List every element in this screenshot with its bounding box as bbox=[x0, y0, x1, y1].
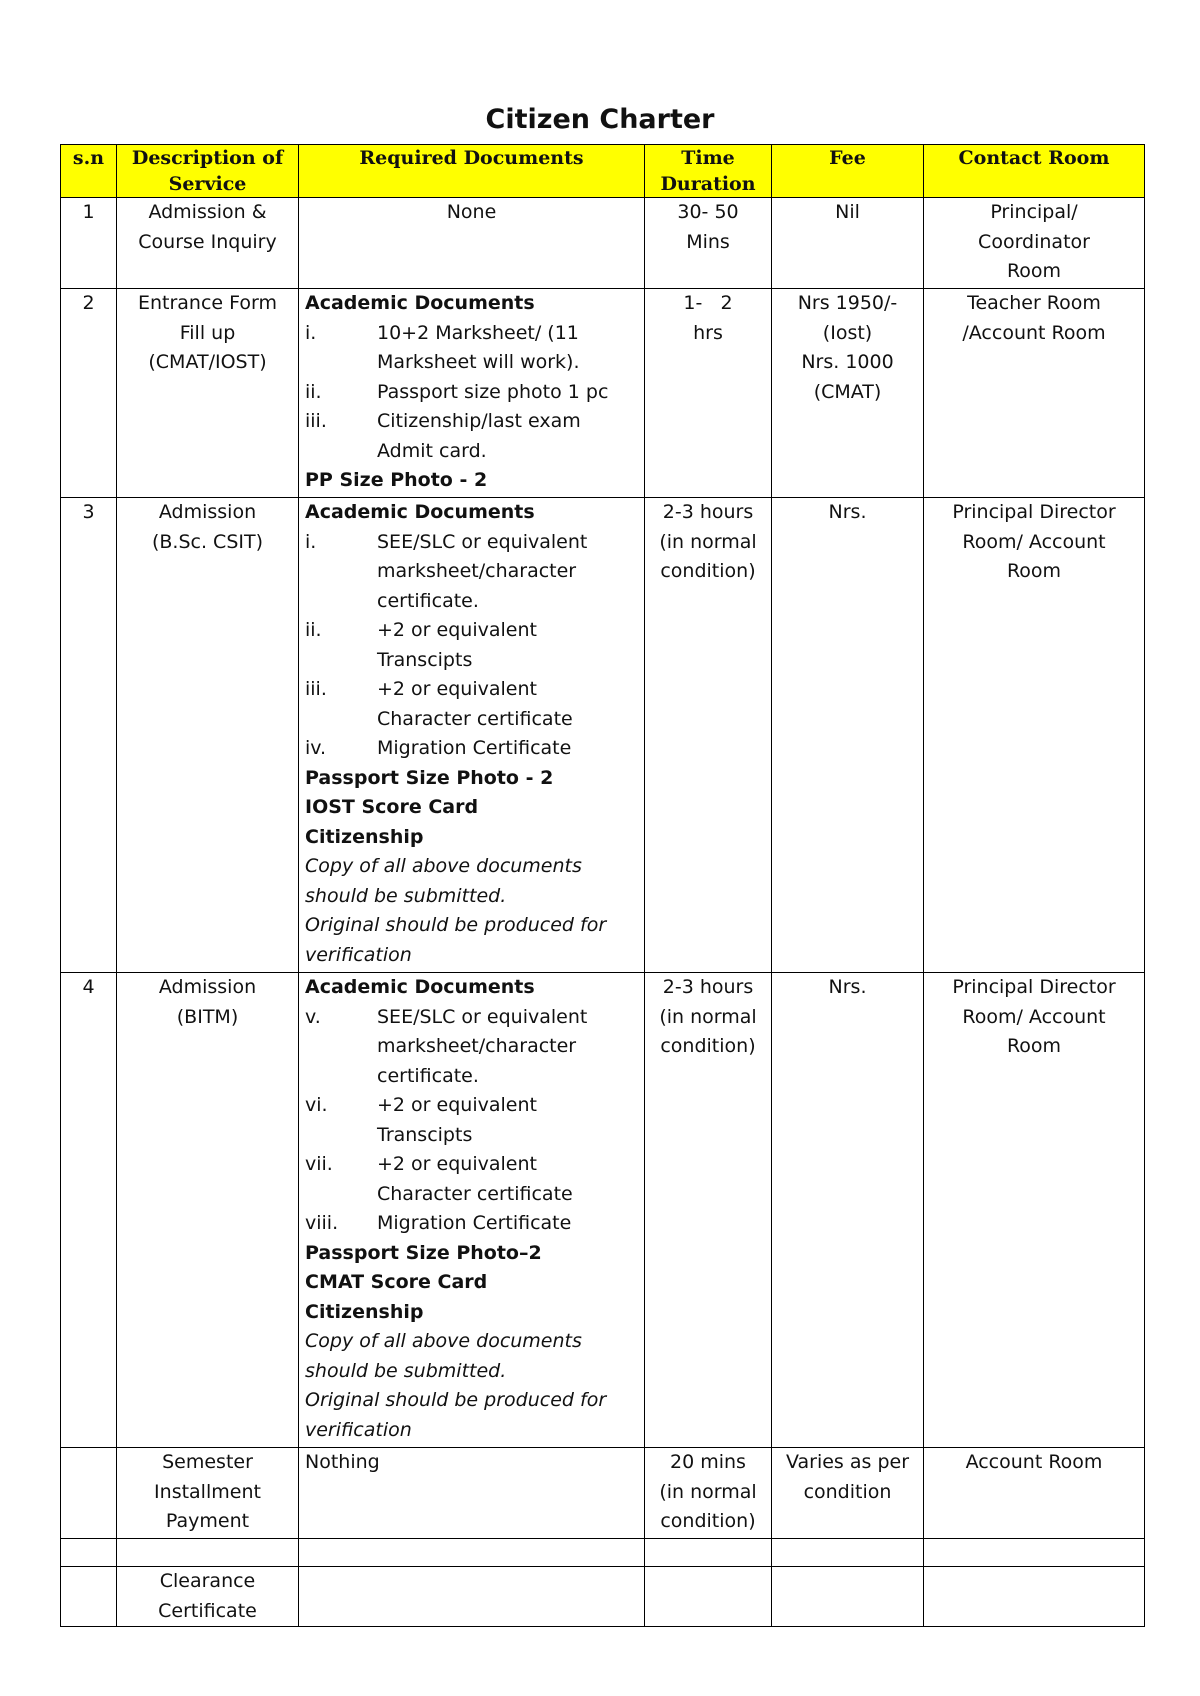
line: Transcipts bbox=[377, 1123, 473, 1146]
cell-service bbox=[117, 973, 299, 1448]
doc-item-number: viii. bbox=[305, 1212, 339, 1234]
line: Room/ Account bbox=[962, 530, 1106, 553]
docs-extra: CMAT Score Card bbox=[305, 1271, 488, 1293]
table-row bbox=[61, 1448, 1145, 1539]
cell-fee bbox=[772, 1448, 924, 1539]
line: Mins bbox=[686, 230, 730, 253]
table-row bbox=[61, 1567, 1145, 1627]
line: Nil bbox=[835, 201, 860, 223]
doc-item-number: vii. bbox=[305, 1153, 333, 1175]
cell-sn: 2 bbox=[61, 289, 117, 498]
header-contact: Contact Room bbox=[924, 145, 1145, 198]
docs-note: should be submitted. bbox=[305, 884, 507, 907]
table-row bbox=[61, 973, 1145, 1448]
table-row bbox=[61, 498, 1145, 973]
line: marksheet/character bbox=[377, 1035, 577, 1057]
line: 2-3 hours bbox=[662, 501, 754, 523]
line: Admit card. bbox=[377, 439, 487, 462]
doc-item-number: i. bbox=[305, 530, 317, 553]
cell-documents: Nothing bbox=[299, 1448, 645, 1539]
line: Character certificate bbox=[377, 1182, 573, 1205]
cell-time bbox=[645, 973, 772, 1448]
line: (in normal bbox=[659, 530, 757, 553]
cell-contact bbox=[924, 1539, 1145, 1567]
cell-service bbox=[117, 198, 299, 289]
docs-extra: Passport Size Photo - 2 bbox=[305, 766, 554, 789]
doc-item bbox=[305, 616, 638, 675]
cell-documents bbox=[299, 498, 645, 973]
line: Payment bbox=[165, 1510, 250, 1532]
docs-heading: Academic Documents bbox=[305, 976, 535, 998]
line: Transcipts bbox=[377, 648, 473, 671]
cell-time bbox=[645, 1567, 772, 1627]
line: +2 or equivalent bbox=[377, 1153, 537, 1175]
doc-item bbox=[305, 1003, 638, 1092]
cell-sn bbox=[61, 1448, 117, 1539]
docs-extra: PP Size Photo - 2 bbox=[305, 469, 488, 491]
docs-note: verification bbox=[305, 943, 412, 966]
docs-heading: Academic Documents bbox=[305, 501, 535, 523]
doc-item-number: iii. bbox=[305, 678, 327, 700]
line: 2-3 hours bbox=[662, 976, 754, 998]
cell-time bbox=[645, 498, 772, 973]
line: Migration Certificate bbox=[377, 737, 572, 759]
line: (in normal bbox=[659, 1480, 757, 1503]
line: 10+2 Marksheet/ (11 bbox=[377, 321, 579, 344]
line: (CMAT/IOST) bbox=[148, 351, 267, 373]
cell-documents: None bbox=[299, 198, 645, 289]
header-sn: s.n bbox=[61, 145, 117, 198]
line: /Account Room bbox=[962, 321, 1106, 344]
doc-item-number: i. bbox=[305, 321, 317, 344]
line: Installment bbox=[154, 1480, 261, 1503]
cell-fee bbox=[772, 289, 924, 498]
line: 30- 50 bbox=[677, 201, 739, 223]
cell-sn: 3 bbox=[61, 498, 117, 973]
doc-item bbox=[305, 675, 638, 734]
cell-sn bbox=[61, 1567, 117, 1627]
line: (CMAT) bbox=[813, 380, 882, 403]
cell-contact bbox=[924, 973, 1145, 1448]
line: Course Inquiry bbox=[138, 230, 277, 253]
line: Citizenship/last exam bbox=[377, 410, 581, 432]
docs-extra: Passport Size Photo–2 bbox=[305, 1241, 542, 1264]
line: (Iost) bbox=[822, 321, 873, 344]
line: Character certificate bbox=[377, 707, 573, 730]
doc-item-number: ii. bbox=[305, 380, 322, 403]
line: Room/ Account bbox=[962, 1005, 1106, 1028]
header-row bbox=[61, 145, 1145, 198]
cell-contact bbox=[924, 198, 1145, 289]
cell-service bbox=[117, 1567, 299, 1627]
header-documents: Required Documents bbox=[299, 145, 645, 198]
line: Principal Director bbox=[952, 501, 1116, 523]
cell-time bbox=[645, 1539, 772, 1567]
docs-heading: Academic Documents bbox=[305, 292, 535, 314]
docs-note: Copy of all above documents bbox=[305, 1330, 582, 1352]
line: +2 or equivalent bbox=[377, 619, 537, 641]
line: Room bbox=[1006, 1035, 1062, 1057]
cell-fee bbox=[772, 973, 924, 1448]
line: Marksheet will work). bbox=[377, 351, 580, 373]
line: Admission & bbox=[148, 201, 267, 223]
line: Clearance bbox=[159, 1570, 256, 1592]
line: Admission bbox=[158, 501, 257, 523]
doc-item-number: ii. bbox=[305, 619, 322, 641]
doc-item-number: vi. bbox=[305, 1094, 328, 1116]
line: Entrance Form bbox=[137, 292, 278, 314]
docs-note: Original should be produced for bbox=[305, 1389, 607, 1411]
cell-fee bbox=[772, 1539, 924, 1567]
line: 20 mins bbox=[670, 1451, 746, 1473]
table-row bbox=[61, 1539, 1145, 1567]
line: Nrs 1950/- bbox=[797, 292, 898, 314]
cell-contact bbox=[924, 1448, 1145, 1539]
line: marksheet/character bbox=[377, 560, 577, 582]
line: certificate. bbox=[377, 589, 479, 612]
cell-service bbox=[117, 498, 299, 973]
docs-note: should be submitted. bbox=[305, 1359, 507, 1382]
line: (in normal bbox=[659, 1005, 757, 1028]
line: certificate. bbox=[377, 1064, 479, 1087]
doc-item-number: v. bbox=[305, 1005, 321, 1028]
cell-service bbox=[117, 289, 299, 498]
line: Admission bbox=[158, 976, 257, 998]
cell-contact bbox=[924, 498, 1145, 973]
docs-extra: IOST Score Card bbox=[305, 796, 479, 818]
line: Principal/ bbox=[990, 201, 1078, 223]
doc-item bbox=[305, 528, 638, 617]
line: Migration Certificate bbox=[377, 1212, 572, 1234]
line: Nrs. bbox=[828, 501, 867, 523]
header-fee: Fee bbox=[772, 145, 924, 198]
line: Account Room bbox=[965, 1451, 1103, 1473]
docs-note: Copy of all above documents bbox=[305, 855, 582, 877]
line: Teacher Room bbox=[967, 292, 1101, 314]
cell-service bbox=[117, 1448, 299, 1539]
doc-item bbox=[305, 407, 638, 466]
line: Nrs. bbox=[828, 976, 867, 998]
line: Semester bbox=[162, 1451, 253, 1473]
line: Room bbox=[1006, 560, 1062, 582]
line: condition bbox=[803, 1480, 892, 1503]
cell-fee bbox=[772, 198, 924, 289]
cell-sn: 4 bbox=[61, 973, 117, 1448]
line: condition) bbox=[660, 560, 756, 582]
header-time: Time Duration bbox=[645, 145, 772, 198]
docs-extra: Citizenship bbox=[305, 1300, 424, 1323]
line: (BITM) bbox=[176, 1005, 239, 1028]
cell-sn bbox=[61, 1539, 117, 1567]
line: Coordinator bbox=[978, 230, 1090, 253]
line: 1- 2 bbox=[683, 292, 733, 314]
cell-documents bbox=[299, 973, 645, 1448]
line: hrs bbox=[693, 321, 723, 344]
doc-item bbox=[305, 378, 638, 408]
cell-service bbox=[117, 1539, 299, 1567]
line: Nrs. 1000 bbox=[801, 351, 894, 373]
doc-item bbox=[305, 319, 638, 378]
line: +2 or equivalent bbox=[377, 1094, 537, 1116]
line: condition) bbox=[660, 1035, 756, 1057]
line: condition) bbox=[660, 1510, 756, 1532]
cell-contact bbox=[924, 289, 1145, 498]
citizen-charter-table bbox=[60, 144, 1145, 1627]
cell-time bbox=[645, 1448, 772, 1539]
docs-extra: Citizenship bbox=[305, 825, 424, 848]
cell-documents bbox=[299, 1539, 645, 1567]
table-row bbox=[61, 198, 1145, 289]
line: SEE/SLC or equivalent bbox=[377, 1005, 588, 1028]
line: Certificate bbox=[158, 1599, 257, 1622]
cell-fee bbox=[772, 1567, 924, 1627]
cell-contact bbox=[924, 1567, 1145, 1627]
line: SEE/SLC or equivalent bbox=[377, 530, 588, 553]
line: (B.Sc. CSIT) bbox=[151, 530, 264, 553]
line: Varies as per bbox=[785, 1451, 910, 1473]
cell-fee bbox=[772, 498, 924, 973]
doc-item-number: iii. bbox=[305, 410, 327, 432]
doc-item bbox=[305, 1150, 638, 1209]
cell-sn: 1 bbox=[61, 198, 117, 289]
docs-note: Original should be produced for bbox=[305, 914, 607, 936]
cell-documents bbox=[299, 289, 645, 498]
cell-documents bbox=[299, 1567, 645, 1627]
doc-item bbox=[305, 1091, 638, 1150]
line: +2 or equivalent bbox=[377, 678, 537, 700]
page-title: Citizen Charter bbox=[485, 104, 715, 135]
line: Principal Director bbox=[952, 976, 1116, 998]
doc-item bbox=[305, 734, 638, 764]
doc-item-number: iv. bbox=[305, 737, 327, 759]
cell-time bbox=[645, 198, 772, 289]
cell-time bbox=[645, 289, 772, 498]
doc-item bbox=[305, 1209, 638, 1239]
docs-note: verification bbox=[305, 1418, 412, 1441]
line: Fill up bbox=[179, 321, 236, 344]
header-description: Description of Service bbox=[117, 145, 299, 198]
line: Room bbox=[1006, 260, 1062, 282]
table-row bbox=[61, 289, 1145, 498]
line: Passport size photo 1 pc bbox=[377, 380, 609, 403]
